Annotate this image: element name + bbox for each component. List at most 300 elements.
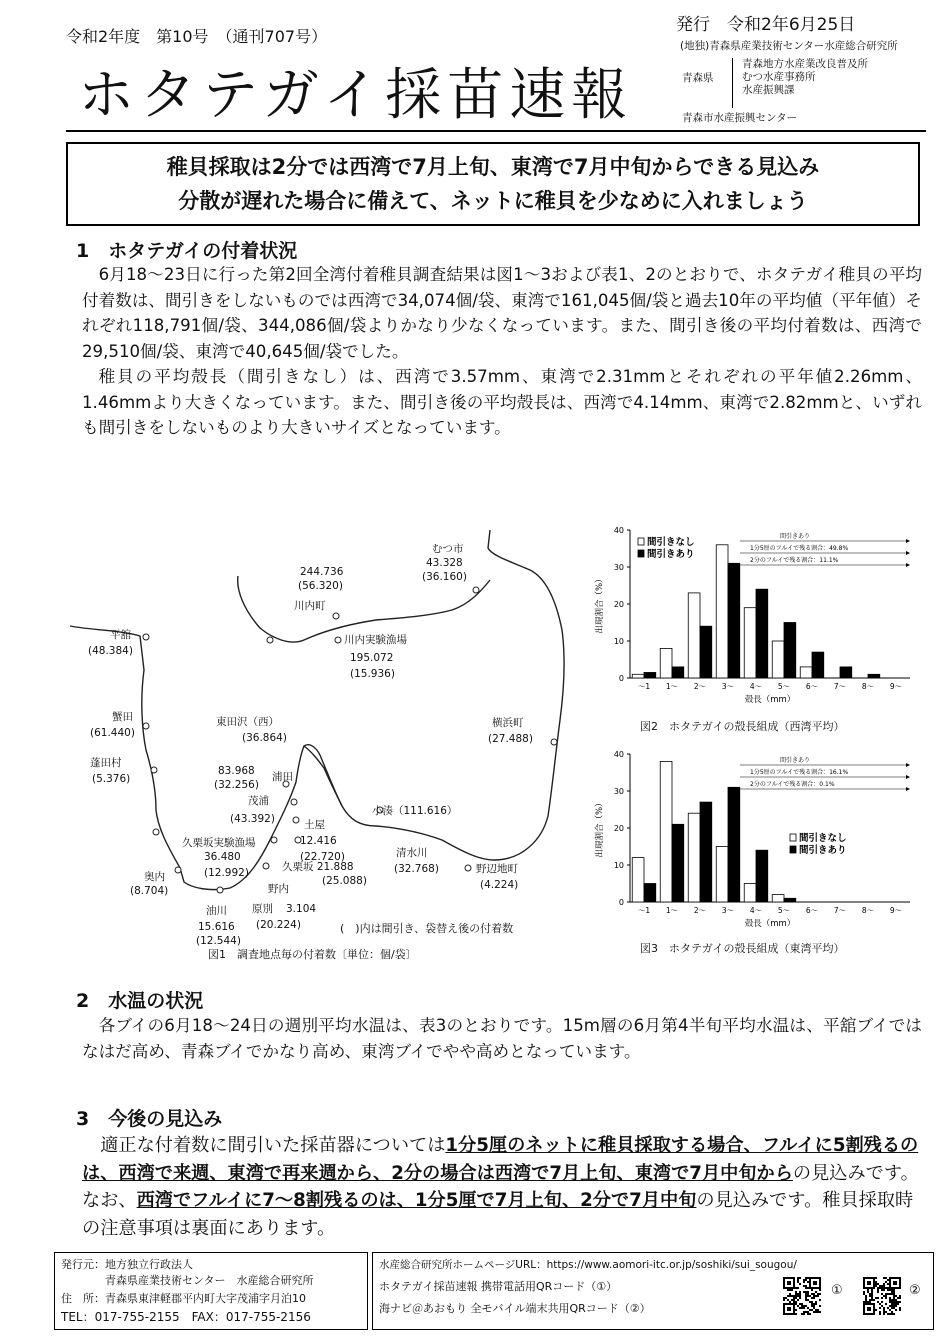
qr-module	[899, 1309, 901, 1311]
section3-emphasis-2: 西湾でフルイに7～8割残るのは、1分5厘で7月上旬、2分で7月中旬	[136, 1190, 697, 1211]
qr-module	[803, 1285, 805, 1287]
qr-module	[811, 1305, 813, 1307]
qr-module	[807, 1287, 809, 1289]
qr-module	[805, 1285, 807, 1287]
qr-module	[807, 1277, 809, 1279]
org-pref-list	[742, 58, 868, 97]
map-label: 奥内	[144, 871, 165, 883]
x-tick-label: 6～	[805, 906, 819, 915]
x-axis-label: 殻長（mm）	[744, 919, 796, 929]
annotation-arrowhead	[906, 563, 910, 567]
qr-module	[875, 1283, 877, 1285]
map-note: ( )内は間引き、袋替え後の付着数	[340, 922, 514, 935]
section2-body	[82, 1013, 922, 1064]
qr-module	[891, 1299, 893, 1301]
qr-module	[891, 1313, 893, 1315]
qr-module	[803, 1313, 805, 1315]
qr-module	[793, 1301, 795, 1303]
legend-label: 間引きなし	[647, 537, 695, 548]
qr-module	[787, 1295, 789, 1297]
map-label: 195.072	[350, 652, 394, 664]
qr-module	[885, 1293, 887, 1295]
qr-module	[877, 1301, 879, 1303]
chart-east-bay	[590, 744, 930, 939]
map-label: 土屋	[304, 819, 325, 831]
map-label: (15.936)	[350, 668, 395, 680]
qr-module	[807, 1281, 809, 1283]
qr-module	[895, 1299, 897, 1301]
qr-module	[881, 1293, 883, 1295]
map-label: 川内実験漁場	[344, 634, 407, 646]
qr-module	[787, 1289, 789, 1291]
qr-module	[791, 1295, 793, 1297]
qr-module	[817, 1293, 819, 1295]
map-label: (36.160)	[422, 571, 467, 583]
bar	[672, 667, 684, 678]
qr-module	[883, 1283, 885, 1285]
qr-module	[869, 1293, 871, 1295]
qr-module	[815, 1295, 817, 1297]
bar	[840, 667, 852, 678]
x-tick-label: 4～	[749, 682, 763, 691]
footer-links	[372, 1252, 934, 1330]
qr-module	[817, 1309, 819, 1311]
footer-address: 住 所：青森県東津軽郡平内町大字茂浦字月泊10	[61, 1292, 306, 1305]
bar	[632, 858, 644, 902]
qr-module	[803, 1281, 805, 1283]
x-axis-label: 殻長（mm）	[744, 695, 796, 705]
qr-finder-core	[867, 1281, 871, 1285]
qr-module	[885, 1287, 887, 1289]
figure1-caption: 図1 調査地点毎の付着数〔単位：個/袋〕	[208, 948, 417, 961]
org-pref-2: むつ水産事務所	[742, 71, 816, 83]
qr-module	[807, 1311, 809, 1313]
qr-module	[795, 1301, 797, 1303]
issue-number: 令和2年度 第10号 （通刊707号）	[66, 27, 328, 46]
org-city: 青森市水産振興センター	[682, 112, 798, 124]
annotation-arrowhead	[906, 763, 910, 767]
x-tick-label: 5～	[777, 906, 791, 915]
qr-module	[803, 1291, 805, 1293]
bar	[784, 623, 796, 679]
qr-module	[799, 1293, 801, 1295]
qr-module	[883, 1313, 885, 1315]
qr-module	[795, 1291, 797, 1293]
legend-swatch	[638, 538, 644, 545]
annotation-text: 間引きあり	[780, 757, 811, 764]
bar	[728, 787, 740, 902]
bar	[660, 648, 672, 678]
x-tick-label: 7～	[833, 906, 847, 915]
qr-module	[893, 1295, 895, 1297]
qr-module	[811, 1303, 813, 1305]
qr-module	[815, 1301, 817, 1303]
section3-body	[82, 1132, 922, 1242]
qr-module	[791, 1299, 793, 1301]
qr-module	[807, 1293, 809, 1295]
qr-module	[875, 1309, 877, 1311]
qr-module	[791, 1289, 793, 1291]
publish-date: 発行 令和2年6月25日	[676, 15, 856, 35]
qr-module	[811, 1297, 813, 1299]
qr-module	[813, 1297, 815, 1299]
qr-module	[877, 1287, 879, 1289]
headline-line-2: 分散が遅れた場合に備えて、ネットに稚貝を少なめに入れましょう	[178, 189, 808, 213]
qr-module	[805, 1279, 807, 1281]
bar	[744, 884, 756, 903]
map-label: 清水川	[396, 847, 428, 859]
qr-module	[887, 1287, 889, 1289]
qr-module	[803, 1279, 805, 1281]
qr-module	[869, 1301, 871, 1303]
qr-module	[789, 1293, 791, 1295]
qr-module	[797, 1293, 799, 1295]
qr-module	[801, 1307, 803, 1309]
y-axis-label: 出現割合（%）	[595, 798, 605, 858]
survey-point	[153, 829, 159, 835]
qr-module	[881, 1305, 883, 1307]
bar	[700, 626, 712, 678]
qr-module	[809, 1313, 811, 1315]
survey-point	[143, 723, 149, 729]
qr-module	[893, 1301, 895, 1303]
qr-module	[877, 1289, 879, 1291]
qr-module	[801, 1303, 803, 1305]
map-label: 横浜町	[492, 717, 524, 729]
qr-module	[867, 1291, 869, 1293]
x-tick-label: 9～	[889, 906, 903, 915]
qr-module	[799, 1277, 801, 1279]
x-tick-label: 8～	[861, 906, 875, 915]
qr-module	[799, 1303, 801, 1305]
qr-module	[895, 1305, 897, 1307]
qr-module	[865, 1299, 867, 1301]
qr-module	[887, 1293, 889, 1295]
map-label: 原別	[252, 903, 273, 915]
header-rule	[66, 130, 926, 132]
footer-publisher	[54, 1252, 368, 1330]
qr-module	[891, 1289, 893, 1291]
qr-module	[871, 1293, 873, 1295]
x-tick-label: 8～	[861, 682, 875, 691]
map-label: (22.720)	[300, 851, 345, 863]
map-label: 野辺地町	[476, 863, 518, 875]
qr-module	[889, 1297, 891, 1299]
qr-module	[805, 1305, 807, 1307]
qr-module	[883, 1307, 885, 1309]
qr-module	[795, 1313, 797, 1315]
qr-module	[891, 1311, 893, 1313]
annotation-arrowhead	[906, 787, 910, 791]
qr-module	[895, 1309, 897, 1311]
map-label: (20.224)	[256, 919, 301, 931]
qr-finder-core	[893, 1281, 897, 1285]
qr-module	[879, 1285, 881, 1287]
qr-module	[805, 1277, 807, 1279]
map-label: (27.488)	[488, 733, 533, 745]
qr-module	[881, 1297, 883, 1299]
qr-module	[875, 1297, 877, 1299]
qr-module	[813, 1307, 815, 1309]
map-label: 川内町	[294, 600, 326, 612]
map-label: 蓬田村	[90, 757, 122, 769]
x-tick-label: 5～	[777, 682, 791, 691]
qr-module	[891, 1291, 893, 1293]
bar	[756, 589, 768, 678]
qr-module	[797, 1305, 799, 1307]
org-bracket	[732, 58, 735, 108]
annotation-text: 1分5厘のフルイで残る割合：16.1%	[750, 769, 849, 776]
qr-module	[897, 1301, 899, 1303]
qr-module	[867, 1301, 869, 1303]
footer-publisher-line-2: 青森県産業技術センター 水産総合研究所	[105, 1274, 314, 1287]
qr-module	[887, 1289, 889, 1291]
y-tick-label: 40	[613, 750, 624, 759]
qr-module	[795, 1303, 797, 1305]
qr-module	[879, 1307, 881, 1309]
qr-module	[813, 1293, 815, 1295]
map-label: 36.480	[204, 851, 241, 863]
headline-banner	[66, 142, 920, 226]
qr-module	[895, 1301, 897, 1303]
chart-annotations	[740, 532, 910, 567]
qr-module	[871, 1295, 873, 1297]
figure3-caption: 図3 ホタテガイの殻長組成（東湾平均）	[640, 942, 845, 955]
bar	[728, 563, 740, 678]
qr-module	[887, 1283, 889, 1285]
qr-module	[887, 1307, 889, 1309]
survey-point	[271, 837, 277, 843]
map-label: 3.104	[286, 903, 317, 915]
qr-module	[889, 1293, 891, 1295]
qr-module	[813, 1305, 815, 1307]
bar	[812, 652, 824, 678]
page-title: ホタテガイ採苗速報	[78, 63, 634, 128]
bar	[784, 898, 796, 902]
x-tick-label: 9～	[889, 682, 903, 691]
qr-module	[807, 1295, 809, 1297]
qr-module	[895, 1295, 897, 1297]
chart-west-bay	[590, 520, 930, 715]
map-label: (36.864)	[242, 732, 287, 744]
qr-module	[883, 1289, 885, 1291]
qr-module	[889, 1313, 891, 1315]
qr-module	[883, 1311, 885, 1313]
qr-label-uminavi: 海ナビ＠あおもり 全モバイル端末共用QRコード（②）	[379, 1302, 651, 1315]
qr-module	[897, 1303, 899, 1305]
qr-module	[813, 1311, 815, 1313]
qr-module	[811, 1301, 813, 1303]
qr-module	[891, 1293, 893, 1295]
qr-module	[801, 1305, 803, 1307]
qr-module	[893, 1289, 895, 1291]
qr-module	[877, 1291, 879, 1293]
map-label: 久栗坂 21.888	[282, 861, 354, 873]
qr-code-icon[interactable]	[863, 1277, 901, 1315]
qr-module	[887, 1279, 889, 1281]
map-label: 15.616	[198, 921, 235, 933]
legend-label: 間引きなし	[799, 833, 847, 844]
qr-module	[891, 1305, 893, 1307]
qr-module	[805, 1297, 807, 1299]
map-label: 12.416	[300, 835, 337, 847]
qr-module	[803, 1307, 805, 1309]
qr-module	[799, 1291, 801, 1293]
map-label: (4.224)	[480, 879, 519, 891]
qr-module	[789, 1301, 791, 1303]
x-tick-label: 2～	[693, 682, 707, 691]
qr-module	[877, 1297, 879, 1299]
bar	[744, 608, 756, 678]
chart-annotations	[740, 756, 910, 791]
qr-code-icon[interactable]	[783, 1277, 821, 1315]
qr-module	[875, 1281, 877, 1283]
map-label: 小湊（111.616）	[372, 805, 458, 817]
qr-module	[799, 1307, 801, 1309]
qr-module	[885, 1297, 887, 1299]
qr-module	[885, 1277, 887, 1279]
qr-module	[863, 1301, 865, 1303]
qr-module	[809, 1295, 811, 1297]
qr-module	[815, 1303, 817, 1305]
qr-module	[881, 1287, 883, 1289]
qr-module	[803, 1311, 805, 1313]
section1-heading: 1 ホタテガイの付着状況	[76, 240, 298, 262]
bar	[772, 641, 784, 678]
qr-module	[891, 1307, 893, 1309]
annotation-arrowhead	[906, 775, 910, 779]
x-tick-label: 4～	[749, 906, 763, 915]
qr-module	[865, 1301, 867, 1303]
qr-module	[893, 1299, 895, 1301]
qr-module	[805, 1311, 807, 1313]
qr-module	[805, 1293, 807, 1295]
y-tick-label: 30	[613, 563, 624, 572]
qr-module	[865, 1295, 867, 1297]
qr-module	[885, 1295, 887, 1297]
annotation-arrowhead	[906, 551, 910, 555]
qr-module	[797, 1279, 799, 1281]
qr-module	[795, 1297, 797, 1299]
qr-module	[799, 1295, 801, 1297]
qr-module	[819, 1305, 821, 1307]
qr-module	[889, 1289, 891, 1291]
qr-module	[869, 1299, 871, 1301]
qr-module	[873, 1299, 875, 1301]
qr-module	[883, 1295, 885, 1297]
map-label: 平舘	[110, 629, 131, 641]
qr-module	[883, 1285, 885, 1287]
qr-module	[879, 1311, 881, 1313]
chart-legend	[790, 832, 847, 856]
map-label: 83.968	[218, 765, 255, 777]
y-tick-label: 0	[618, 898, 624, 907]
qr-module	[893, 1293, 895, 1295]
headline-line-1: 稚貝採取は2分では西湾で7月上旬、東湾で7月中旬からできる見込み	[166, 155, 820, 179]
qr-module	[875, 1277, 877, 1279]
qr-module	[799, 1297, 801, 1299]
bar	[716, 545, 728, 678]
qr-module	[871, 1299, 873, 1301]
qr-module	[877, 1283, 879, 1285]
qr-module	[899, 1297, 901, 1299]
figure2-caption: 図2 ホタテガイの殻長組成（西湾平均）	[640, 720, 845, 733]
qr-module	[893, 1313, 895, 1315]
annotation-text: 間引きあり	[780, 533, 811, 540]
survey-point	[267, 637, 273, 643]
bar	[868, 674, 880, 678]
org-pref-1: 青森地方水産業改良普及所	[742, 58, 868, 70]
qr-module	[807, 1313, 809, 1315]
qr-module	[879, 1287, 881, 1289]
chart-legend	[638, 536, 695, 560]
survey-point	[291, 799, 297, 805]
legend-label: 間引きあり	[799, 845, 847, 856]
survey-point	[263, 863, 269, 869]
qr-module	[817, 1295, 819, 1297]
map-label: (8.704)	[130, 885, 169, 897]
qr-module	[815, 1291, 817, 1293]
qr-module	[893, 1307, 895, 1309]
survey-point	[175, 867, 181, 873]
qr-module	[795, 1295, 797, 1297]
map-label: (32.768)	[394, 863, 439, 875]
qr-module	[879, 1303, 881, 1305]
qr-module	[803, 1305, 805, 1307]
x-tick-label: 6～	[805, 682, 819, 691]
qr-module	[793, 1297, 795, 1299]
map-label: (12.992)	[204, 867, 249, 879]
qr-module	[797, 1299, 799, 1301]
annotation-arrowhead	[906, 539, 910, 543]
qr-module	[797, 1281, 799, 1283]
map-label: (61.440)	[90, 727, 135, 739]
qr-module	[785, 1297, 787, 1299]
survey-point	[335, 637, 341, 643]
y-tick-label: 0	[618, 674, 624, 683]
qr-module	[807, 1291, 809, 1293]
map-label: 蟹田	[112, 711, 133, 723]
qr-module	[891, 1303, 893, 1305]
org-pref-3: 水産振興課	[742, 84, 795, 96]
bar	[632, 674, 644, 678]
survey-point	[473, 587, 479, 593]
qr-module	[783, 1299, 785, 1301]
footer-contact: TEL：017-755-2155 FAX：017-755-2156	[61, 1310, 311, 1324]
qr-finder-core	[787, 1281, 791, 1285]
qr-module	[891, 1301, 893, 1303]
qr-module	[811, 1289, 813, 1291]
bar	[672, 824, 684, 902]
qr-module	[789, 1295, 791, 1297]
qr-module	[793, 1295, 795, 1297]
legend-swatch	[790, 846, 796, 853]
qr-number-1: ①	[831, 1283, 843, 1298]
x-tick-label: 7～	[833, 682, 847, 691]
qr-module	[819, 1311, 821, 1313]
y-tick-label: 30	[613, 787, 624, 796]
map-label: 茂浦	[248, 795, 269, 807]
survey-point	[217, 887, 223, 893]
homepage-url-link[interactable]: 水産総合研究所ホームページURL：https://www.aomori-itc.or.jp/soshiki/sui_sougou/	[379, 1259, 797, 1271]
bar	[644, 884, 656, 903]
legend-swatch	[638, 550, 644, 557]
section3-emphasis-1: 1分5厘のネットに稚貝採取する場合、フルイに5割残るのは、西湾で来週、東湾で再来週から、2分の場合は西湾で7月上旬、東湾で7月中旬から	[82, 1135, 919, 1184]
map-label: 浦田	[272, 771, 293, 783]
qr-module	[867, 1289, 869, 1291]
bar	[772, 895, 784, 902]
qr-module	[795, 1287, 797, 1289]
